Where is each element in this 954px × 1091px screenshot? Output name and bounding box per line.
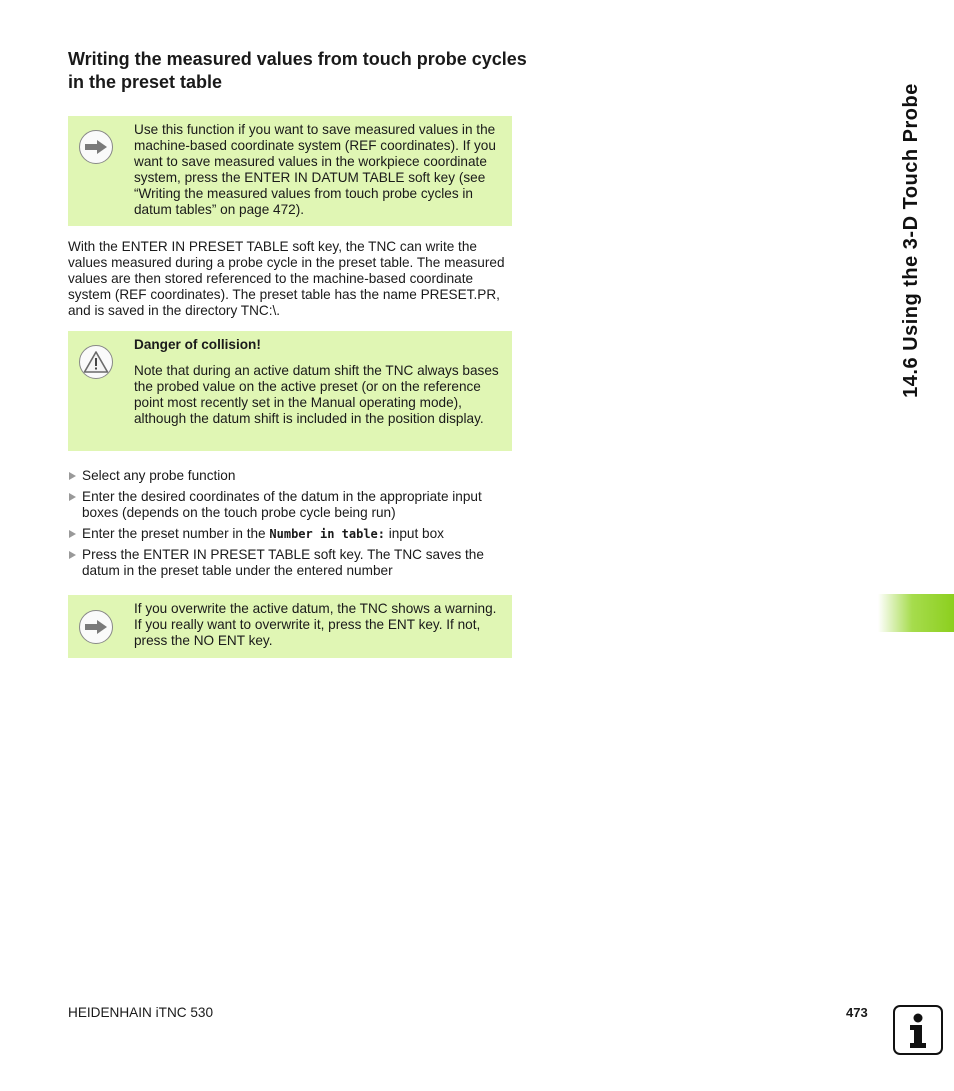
info-icon (893, 1005, 943, 1055)
warning-triangle-icon (79, 345, 113, 379)
warning-paragraph: Note that during an active datum shift the TNC always bases the probed value on the active preset (or on the reference point most recently set in the Manual operating mode), although the datum shift is included in the position display. (134, 363, 499, 426)
note-text (134, 122, 502, 218)
step-text-after: input box (385, 526, 444, 541)
triangle-bullet-icon (69, 493, 76, 501)
list-item (68, 526, 512, 542)
list-item (68, 547, 512, 579)
chapter-side-title-text: 14.6 Using the 3-D Touch Probe (899, 83, 922, 398)
step-text: Enter the desired coordinates of the datum in the appropriate input boxes (depends on the touch probe cycle being run) (82, 489, 482, 520)
note-text (134, 601, 502, 649)
chapter-tab-marker (878, 594, 954, 632)
warning-text (134, 337, 502, 427)
page-number: 473 (846, 1005, 868, 1020)
note-paragraph: If you overwrite the active datum, the TNC shows a warning. If you really want to overwrite it, press the ENT key. If not, press the NO ENT key. (134, 601, 497, 648)
note-box (68, 595, 512, 658)
step-text-before: Enter the preset number in the (82, 526, 270, 541)
step-list (68, 468, 512, 584)
arrow-right-icon (79, 130, 113, 164)
triangle-bullet-icon (69, 530, 76, 538)
note-paragraph: Use this function if you want to save measured values in the machine-based coordinate system (REF coordinates). If you want to save measured values in the workpiece coordinate system, press the ENTER IN DATUM TABLE soft key (see “Writing the measured values from touch probe cycles in datum tables” on page 472). (134, 122, 496, 217)
warning-box (68, 331, 512, 451)
section-heading: Writing the measured values from touch probe cycles in the preset table (68, 49, 527, 92)
chapter-side-title (891, 48, 931, 433)
list-item (68, 489, 512, 521)
input-box-label-code: Number in table: (269, 527, 385, 541)
arrow-right-icon (79, 610, 113, 644)
step-text: Press the ENTER IN PRESET TABLE soft key. The TNC saves the datum in the preset table under the entered number (82, 547, 484, 578)
warning-title: Danger of collision! (134, 337, 261, 352)
footer-product: HEIDENHAIN iTNC 530 (68, 1005, 214, 1020)
triangle-bullet-icon (69, 472, 76, 480)
triangle-bullet-icon (69, 551, 76, 559)
step-text: Select any probe function (82, 468, 236, 483)
list-item (68, 468, 512, 484)
body-paragraph: With the ENTER IN PRESET TABLE soft key, the TNC can write the values measured during a probe cycle in the preset table. The measured values are then stored referenced to the machine-based coordinate system (REF coordinates). The preset table has the name PRESET.PR, and is saved in the directory TNC:\. (68, 239, 505, 318)
note-box (68, 116, 512, 226)
